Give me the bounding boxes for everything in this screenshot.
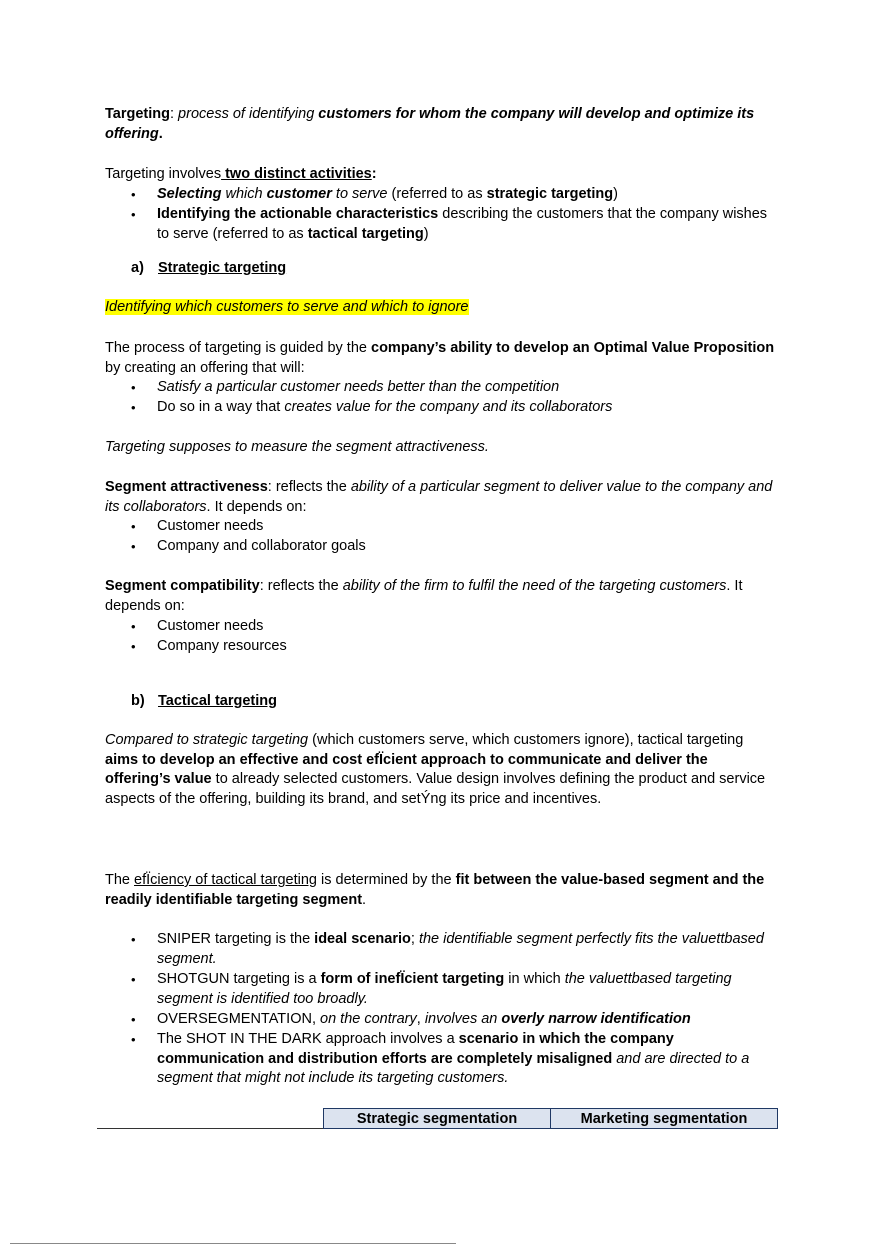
bullet: • (131, 619, 136, 634)
activity-identifying: Identifying the actionable characteristics describing the customers that the company wishes to serve (referred to as tactical targeting) (157, 206, 768, 242)
bullet: • (131, 639, 136, 654)
process-item: Satisfy a particular customer needs better than the competition (157, 379, 560, 395)
activities-intro: Targeting involves two distinct activities: (105, 166, 377, 182)
bullet: • (131, 519, 136, 534)
section-heading-strategic: a) Strategic targeting (131, 260, 287, 276)
bullet: • (131, 932, 136, 947)
process-paragraph: The process of targeting is guided by the company’s ability to develop an Optimal Value Proposition by creating an offering that will: (105, 340, 775, 376)
segmentation-table (323, 1108, 778, 1129)
section-heading-tactical: b) Tactical targeting (131, 693, 277, 709)
bullet: • (131, 1012, 136, 1027)
process-item: Do so in a way that creates value for the company and its collaborators (157, 399, 613, 415)
attractiveness-paragraph: Segment attractiveness: reflects the ability of a particular segment to deliver value to the company and its collaborators. It depends on: (105, 479, 773, 515)
attractiveness-item: Company and collaborator goals (157, 538, 366, 554)
bullet: • (131, 1032, 136, 1047)
bullet: • (131, 380, 136, 395)
table-header-marketing: Marketing segmentation (551, 1109, 778, 1129)
compatibility-paragraph: Segment compatibility: reflects the ability of the firm to fulfil the need of the targeting customers. It depends on: (105, 578, 743, 614)
supposes-statement: Targeting supposes to measure the segment attractiveness. (105, 439, 489, 455)
efficiency-paragraph: The efÏciency of tactical targeting is determined by the fit between the value-based segment and the readily identifiable targeting segment. (105, 872, 765, 908)
attractiveness-item: Customer needs (157, 518, 264, 534)
shot-in-the-dark-item: The SHOT IN THE DARK approach involves a scenario in which the company communication and distribution efforts are completely misaligned and are directed to a segment that might not include its targeting customers. (157, 1031, 750, 1087)
compatibility-item: Customer needs (157, 618, 264, 634)
bullet: • (131, 207, 136, 222)
tactical-paragraph: Compared to strategic targeting (which customers serve, which customers ignore), tactical targeting aims to develop an effective and cost efÏcient approach to communicate and deliver the offering’s value to already selected customers. Value design involves defining the product and service aspects of the offering, building its brand, and setÝng its price and incentives. (105, 732, 766, 807)
bullet: • (131, 539, 136, 554)
oversegmentation-item: OVERSEGMENTATION, on the contrary, involves an overly narrow identification (157, 1011, 691, 1027)
highlighted-statement: Identifying which customers to serve and which to ignore (105, 299, 469, 315)
page-footer-rule (10, 1243, 456, 1244)
table-header-strategic: Strategic segmentation (324, 1109, 551, 1129)
bullet: • (131, 400, 136, 415)
targeting-definition: Targeting: process of identifying customers for whom the company will develop and optimize its offering. (105, 106, 755, 142)
compatibility-item: Company resources (157, 638, 287, 654)
activity-selecting: Selecting which customer to serve (referred to as strategic targeting) (157, 186, 618, 202)
bullet: • (131, 972, 136, 987)
sniper-item: SNIPER targeting is the ideal scenario; the identifiable segment perfectly fits the valuettbased segment. (157, 931, 764, 967)
bullet: • (131, 187, 136, 202)
shotgun-item: SHOTGUN targeting is a form of inefÏcient targeting in which the valuettbased targeting segment is identified too broadly. (157, 971, 732, 1007)
